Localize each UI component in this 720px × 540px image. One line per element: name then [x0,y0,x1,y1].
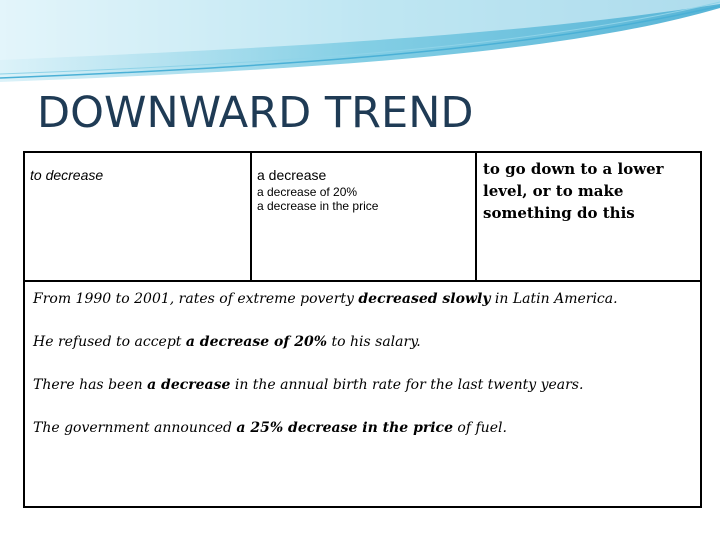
noun-example: a decrease of 20% [257,185,358,199]
noun-term: a decrease [257,167,327,183]
noun-cell [252,153,477,280]
page-title: DOWNWARD TREND [37,88,474,138]
example-sentence: From 1990 to 2001, rates of extreme poverty decreased slowly in Latin America. [33,291,618,307]
header-wave-decoration [0,0,720,90]
definition-text: to go down to a lower level, or to make something do this [483,160,664,222]
definition-cell [477,153,700,280]
verb-term: to decrease [30,167,104,183]
noun-example: a decrease in the price [257,199,379,213]
verb-cell [25,153,252,280]
example-sentence: He refused to accept a decrease of 20% to his salary. [33,334,421,350]
example-sentence: There has been a decrease in the annual birth rate for the last twenty years. [33,377,584,393]
example-sentence: The government announced a 25% decrease in the price of fuel. [33,420,507,436]
example-sentences-cell [25,280,700,506]
vocabulary-table [23,151,702,508]
